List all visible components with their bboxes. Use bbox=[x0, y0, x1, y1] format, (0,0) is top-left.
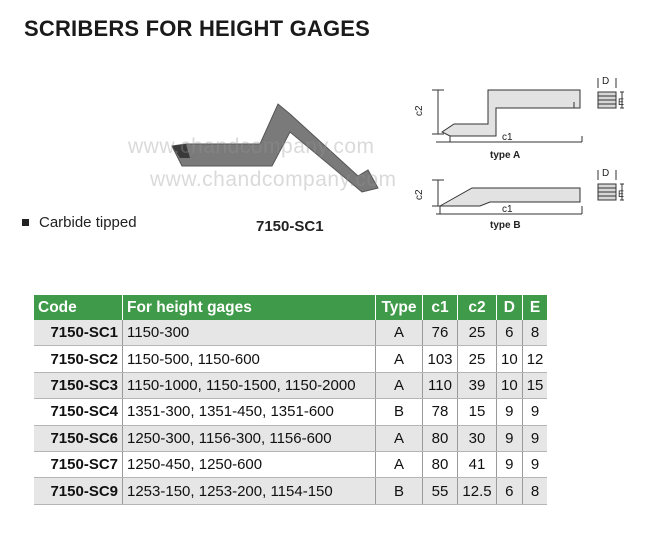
cell-e: 9 bbox=[522, 399, 547, 425]
label-c2: c2 bbox=[414, 105, 425, 116]
cell-height-gages: 1250-300, 1156-300, 1156-600 bbox=[123, 425, 376, 451]
cell-c1: 76 bbox=[423, 320, 458, 346]
cell-c1: 103 bbox=[423, 346, 458, 372]
cell-e: 9 bbox=[522, 425, 547, 451]
cell-c2: 25 bbox=[458, 320, 497, 346]
cell-type: A bbox=[376, 346, 423, 372]
caption-type-a: type A bbox=[490, 150, 521, 161]
header-code: Code bbox=[34, 295, 123, 320]
header-e: E bbox=[522, 295, 547, 320]
table-row bbox=[34, 346, 547, 372]
label-d: D bbox=[602, 76, 610, 87]
cell-type: B bbox=[376, 399, 423, 425]
cell-e: 12 bbox=[522, 346, 547, 372]
cell-e: 8 bbox=[522, 478, 547, 504]
model-label: 7150-SC1 bbox=[256, 218, 324, 235]
type-b-diagram bbox=[410, 162, 635, 242]
cell-c2: 39 bbox=[458, 372, 497, 398]
bullet-icon bbox=[22, 219, 29, 226]
cell-code: 7150-SC7 bbox=[34, 451, 123, 477]
spec-table bbox=[34, 295, 547, 505]
cell-code: 7150-SC2 bbox=[34, 346, 123, 372]
cell-d: 9 bbox=[497, 425, 523, 451]
cell-height-gages: 1150-1000, 1150-1500, 1150-2000 bbox=[123, 372, 376, 398]
page-title: SCRIBERS FOR HEIGHT GAGES bbox=[24, 16, 371, 41]
cell-code: 7150-SC6 bbox=[34, 425, 123, 451]
cell-c1: 80 bbox=[423, 451, 458, 477]
cell-d: 10 bbox=[497, 346, 523, 372]
label-c2: c2 bbox=[414, 189, 425, 200]
watermark: www.chandcompany.com bbox=[128, 135, 375, 158]
cell-d: 6 bbox=[497, 478, 523, 504]
cell-type: A bbox=[376, 372, 423, 398]
label-e: E bbox=[618, 189, 625, 199]
table-row bbox=[34, 320, 547, 346]
table-row bbox=[34, 478, 547, 504]
watermark: www.chandcompany.com bbox=[150, 168, 397, 191]
cell-c1: 55 bbox=[423, 478, 458, 504]
cell-c2: 12.5 bbox=[458, 478, 497, 504]
cell-code: 7150-SC4 bbox=[34, 399, 123, 425]
header-c2: c2 bbox=[458, 295, 497, 320]
cell-d: 9 bbox=[497, 399, 523, 425]
feature-item bbox=[22, 214, 137, 231]
cell-c2: 25 bbox=[458, 346, 497, 372]
header-type: Type bbox=[376, 295, 423, 320]
table-row bbox=[34, 399, 547, 425]
cell-c1: 80 bbox=[423, 425, 458, 451]
table-row bbox=[34, 451, 547, 477]
cell-type: A bbox=[376, 451, 423, 477]
cell-d: 10 bbox=[497, 372, 523, 398]
cell-height-gages: 1250-450, 1250-600 bbox=[123, 451, 376, 477]
cell-e: 8 bbox=[522, 320, 547, 346]
cell-height-gages: 1150-500, 1150-600 bbox=[123, 346, 376, 372]
type-a-diagram bbox=[410, 72, 635, 164]
cell-type: A bbox=[376, 425, 423, 451]
cell-d: 9 bbox=[497, 451, 523, 477]
cell-code: 7150-SC1 bbox=[34, 320, 123, 346]
table-row bbox=[34, 425, 547, 451]
cell-c1: 110 bbox=[423, 372, 458, 398]
table-header-row bbox=[34, 295, 547, 320]
cell-c2: 30 bbox=[458, 425, 497, 451]
label-c1: c1 bbox=[502, 204, 513, 215]
header-d: D bbox=[497, 295, 523, 320]
feature-text: Carbide tipped bbox=[39, 214, 137, 231]
cell-height-gages: 1253-150, 1253-200, 1154-150 bbox=[123, 478, 376, 504]
cell-type: A bbox=[376, 320, 423, 346]
cell-e: 9 bbox=[522, 451, 547, 477]
label-d: D bbox=[602, 168, 610, 179]
cell-c2: 15 bbox=[458, 399, 497, 425]
cell-c2: 41 bbox=[458, 451, 497, 477]
cell-code: 7150-SC9 bbox=[34, 478, 123, 504]
header-for-height-gages: For height gages bbox=[123, 295, 376, 320]
caption-type-b: type B bbox=[490, 220, 521, 231]
label-c1: c1 bbox=[502, 132, 513, 143]
cell-c1: 78 bbox=[423, 399, 458, 425]
cell-d: 6 bbox=[497, 320, 523, 346]
table-row bbox=[34, 372, 547, 398]
cell-e: 15 bbox=[522, 372, 547, 398]
cell-code: 7150-SC3 bbox=[34, 372, 123, 398]
header-c1: c1 bbox=[423, 295, 458, 320]
cell-height-gages: 1150-300 bbox=[123, 320, 376, 346]
label-e: E bbox=[618, 97, 625, 107]
cell-height-gages: 1351-300, 1351-450, 1351-600 bbox=[123, 399, 376, 425]
cell-type: B bbox=[376, 478, 423, 504]
